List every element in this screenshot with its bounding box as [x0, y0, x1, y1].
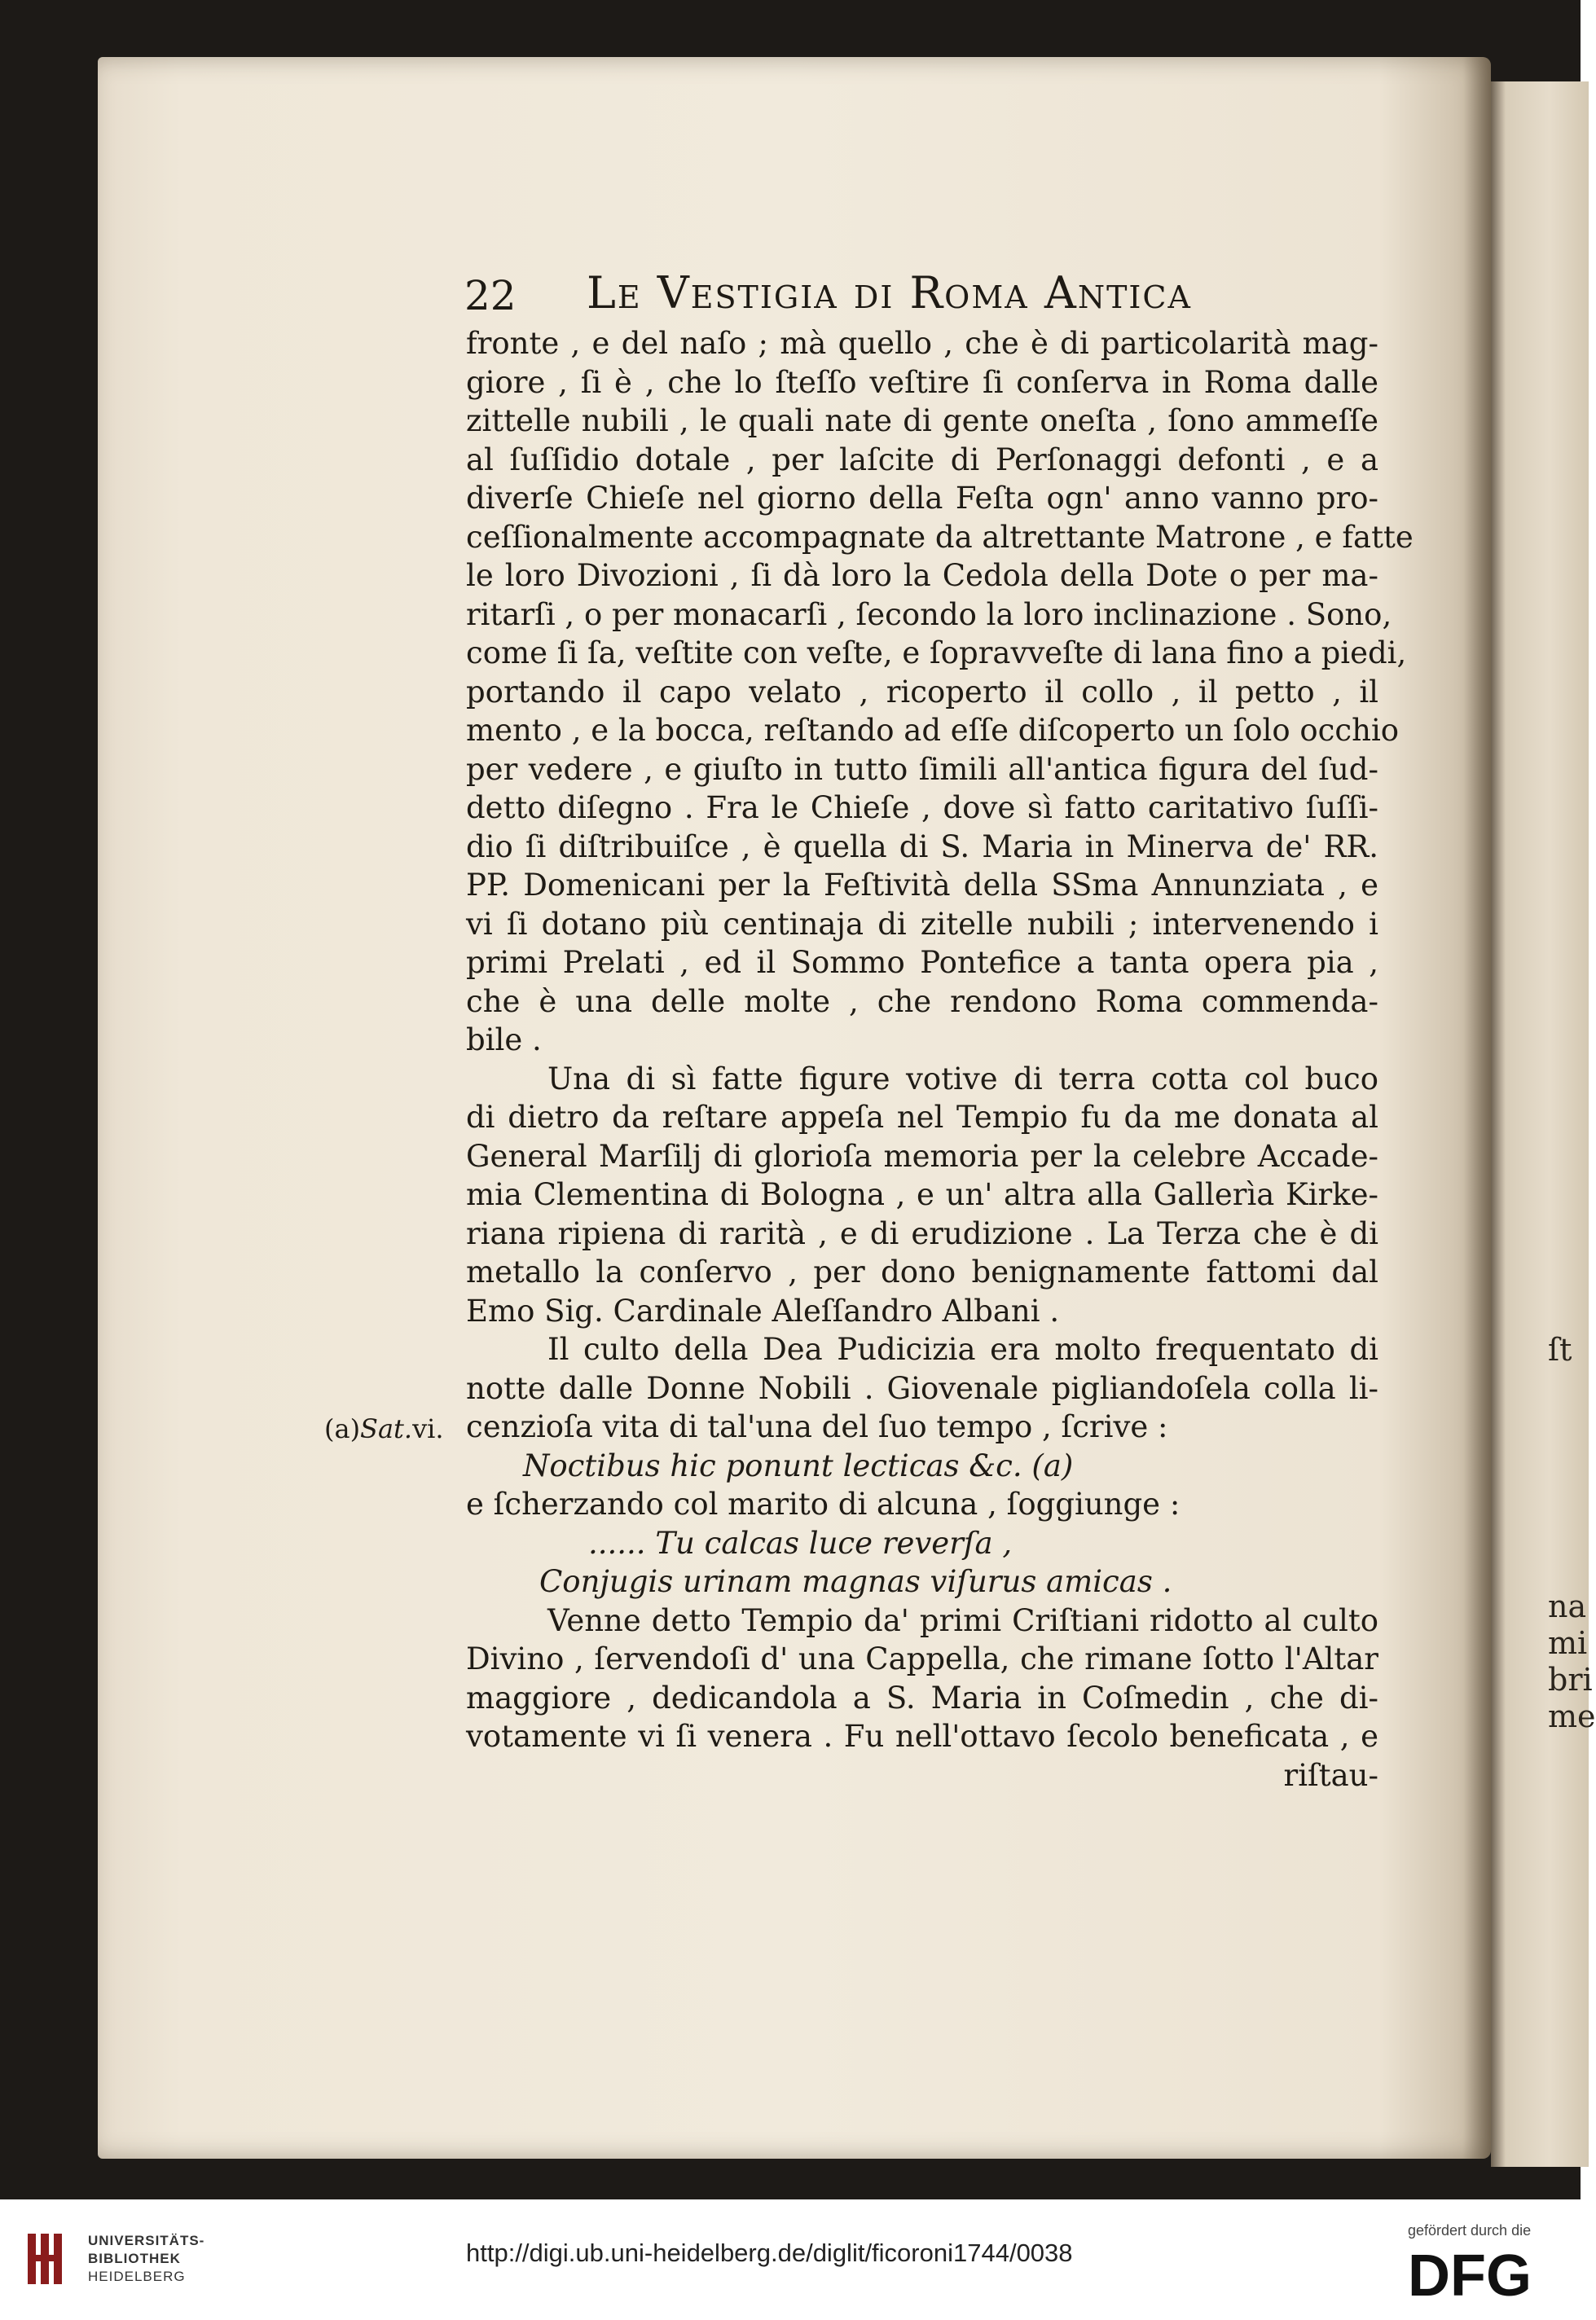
- catchword: riſtau-: [1283, 1757, 1378, 1793]
- text-line: PP. Domenicani per la Feſtività della SSma Annunziata , e: [466, 868, 1378, 903]
- text-line: bile .: [466, 1022, 542, 1057]
- text-line: Emo Sig. Cardinale Aleſſandro Albani .: [466, 1293, 1060, 1329]
- text-line: come ſi ſa, veſtite con veſte, e ſopravveſte di lana fino a piedi,: [466, 635, 1407, 670]
- text-line: Venne detto Tempio da' primi Criſtiani ridotto al culto: [547, 1602, 1378, 1638]
- text-line: primi Prelati , ed il Sommo Pontefice a tanta opera pia ,: [466, 945, 1378, 980]
- text-line: diverſe Chieſe nel giorno della Feſta ogn' anno vanno pro-: [466, 481, 1378, 516]
- text-line: vi ſi dotano più centinaja di zitelle nubili ; intervenendo i: [466, 906, 1378, 942]
- library-logo-icon: [24, 2230, 73, 2287]
- margin-note-label: (a): [324, 1413, 361, 1444]
- page-number: 22: [464, 272, 517, 319]
- text-line: zittelle nubili , le quali nate di gente oneſta , ſono ammeſſe: [466, 403, 1378, 438]
- text-line: votamente vi ſi venera . Fu nell'ottavo ſecolo beneficata , e: [466, 1719, 1378, 1754]
- library-name-line: UNIVERSITÄTS-: [88, 2233, 205, 2248]
- svg-text:DFG: DFG: [1408, 2243, 1532, 2309]
- text-line: detto diſegno . Fra le Chieſe , dove sì fatto caritativo ſuſſi-: [466, 790, 1378, 825]
- quote-line: Noctibus hic ponunt lecticas &c. (a): [523, 1448, 1074, 1483]
- text-line: le loro Divozioni , ſi dà loro la Cedola della Dote o per ma-: [466, 558, 1378, 593]
- main-text: [466, 324, 1414, 1795]
- text-line: per vedere , e giuſto in tutto ſimili all'antica figura del ſud-: [466, 751, 1378, 787]
- margin-note: [324, 1413, 444, 1444]
- facing-page-fragment: ſt: [1548, 1332, 1572, 1368]
- text-line: mento , e la bocca, reſtando ad eſſe diſcoperto un ſolo occhio: [466, 713, 1400, 748]
- facing-page-edge: [1491, 81, 1589, 2167]
- text-line: di dietro da reſtare appeſa nel Tempio fu da me donata al: [466, 1100, 1378, 1135]
- text-line: dio ſi diſtribuiſce , è quella di S. Maria in Minerva de' RR.: [466, 828, 1378, 864]
- text-line: e ſcherzando col marito di alcuna , ſoggiunge :: [466, 1487, 1181, 1522]
- text-line: General Marſilj di glorioſa memoria per la celebre Accade-: [466, 1138, 1378, 1174]
- library-name-line: BIBLIOTHEK: [88, 2251, 181, 2266]
- viewer-footer: [0, 2199, 1581, 2320]
- library-name-line: HEIDELBERG: [88, 2269, 186, 2284]
- text-line: ritarſi , o per monacarſi , ſecondo la loro inclinazione . Sono,: [466, 596, 1392, 632]
- text-line: maggiore , dedicandola a S. Maria in Coſmedin , che di-: [466, 1680, 1378, 1716]
- text-line: Divino , ſervendoſi d' una Cappella, che rimane ſotto l'Altar: [466, 1641, 1378, 1676]
- permalink-url[interactable]: http://digi.ub.uni-heidelberg.de/diglit/ficoroni1744/0038: [466, 2239, 1073, 2267]
- text-line: ceſſionalmente accompagnate da altrettante Matrone , e fatte: [466, 519, 1414, 555]
- text-line: mia Clementina di Bologna , e un' altra alla Gallerìa Kirke-: [466, 1177, 1378, 1212]
- funding-label: gefördert durch die: [1408, 2222, 1532, 2239]
- text-line: fronte , e del naſo ; mà quello , che è di particolarità mag-: [466, 326, 1378, 361]
- facing-page-fragment: me: [1548, 1698, 1596, 1734]
- text-line: metallo la conſervo , per dono benignamente fattomi dal: [466, 1254, 1378, 1290]
- text-line: notte dalle Donne Nobili . Giovenale pigliandoſela colla li-: [466, 1370, 1378, 1406]
- facing-page-fragment: mi: [1548, 1625, 1588, 1661]
- text-line: che è una delle molte , che rendono Roma commenda-: [466, 983, 1378, 1019]
- text-line: riana ripiena di rarità , e di erudizione . La Terza che è di: [466, 1215, 1378, 1251]
- text-line: cenzioſa vita di tal'una del ſuo tempo , ſcrive :: [466, 1409, 1168, 1444]
- text-line: al ſuſſidio dotale , per laſcite di Perſonaggi defonti , e a: [466, 442, 1378, 477]
- dfg-logo-icon: [1408, 2243, 1563, 2309]
- margin-note-ref: Sat.: [360, 1413, 413, 1444]
- page-header: [464, 267, 1393, 319]
- library-name: [88, 2232, 204, 2286]
- running-title: Le Vestigia di Roma Antica: [587, 267, 1192, 319]
- text-line: giore , ſi è , che lo ſteſſo veſtire ſi conſerva in Roma dalle: [466, 364, 1378, 400]
- facing-page-fragment: bri: [1548, 1662, 1593, 1698]
- text-line: Il culto della Dea Pudicizia era molto frequentato di: [547, 1332, 1378, 1367]
- facing-page-fragment: na: [1548, 1588, 1587, 1624]
- verse-line: Conjugis urinam magnas viſurus amicas .: [539, 1564, 1172, 1599]
- text-line: Una di sì fatte figure votive di terra cotta col buco: [547, 1061, 1378, 1096]
- verse-line: ...... Tu calcas luce reverſa ,: [588, 1525, 1013, 1561]
- margin-note-num: vi.: [412, 1413, 444, 1444]
- text-line: portando il capo velato , ricoperto il collo , il petto , il: [466, 674, 1378, 710]
